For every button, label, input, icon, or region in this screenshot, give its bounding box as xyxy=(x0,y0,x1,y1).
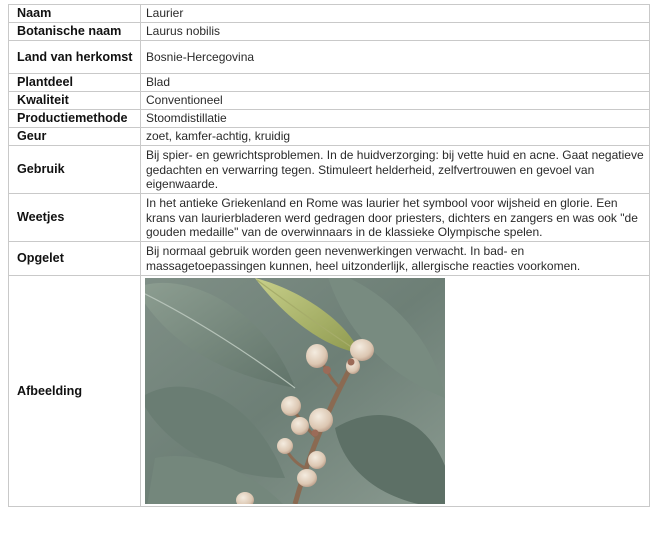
row-label: Land van herkomst xyxy=(9,41,141,74)
row-value: Bij normaal gebruik worden geen nevenwerkingen verwacht. In bad- en massagetoepassingen kunnen, heel uitzonderlijk, allergische reacties voorkomen. xyxy=(141,242,650,276)
table-row xyxy=(9,23,650,41)
product-sheet xyxy=(8,4,650,542)
table-row xyxy=(9,276,650,507)
row-value: Laurus nobilis xyxy=(141,23,650,41)
row-label: Plantdeel xyxy=(9,74,141,92)
row-value: Bosnie-Hercegovina xyxy=(141,41,650,74)
table-row xyxy=(9,194,650,242)
table-row xyxy=(9,92,650,110)
row-value: Stoomdistillatie xyxy=(141,110,650,128)
row-value: In het antieke Griekenland en Rome was laurier het symbool voor wijsheid en glorie. Een krans van laurierbladeren werd gedragen door priesters, dichters en zangers en was ook "de gouden medaille" van de overwinnaars in de klassieke Olympische spelen. xyxy=(141,194,650,242)
row-label: Gebruik xyxy=(9,146,141,194)
row-label: Opgelet xyxy=(9,242,141,276)
table-row xyxy=(9,146,650,194)
row-label: Geur xyxy=(9,128,141,146)
row-label: Botanische naam xyxy=(9,23,141,41)
row-label: Weetjes xyxy=(9,194,141,242)
table-row xyxy=(9,5,650,23)
row-value: Bij spier- en gewrichtsproblemen. In de huidverzorging: bij vette huid en acne. Gaat negatieve gedachten en verwarring tegen. Stimuleert helderheid, zelfvertrouwen en gevoel van eigenwaarde. xyxy=(141,146,650,194)
properties-table xyxy=(8,4,650,507)
row-value: zoet, kamfer-achtig, kruidig xyxy=(141,128,650,146)
image-cell xyxy=(141,276,650,507)
row-value: Laurier xyxy=(141,5,650,23)
table-row xyxy=(9,110,650,128)
row-label: Afbeelding xyxy=(9,276,141,507)
row-label: Naam xyxy=(9,5,141,23)
row-label: Productiemethode xyxy=(9,110,141,128)
table-row xyxy=(9,74,650,92)
table-row xyxy=(9,128,650,146)
table-row xyxy=(9,41,650,74)
table-row xyxy=(9,242,650,276)
laurel-photo xyxy=(145,278,445,504)
row-label: Kwaliteit xyxy=(9,92,141,110)
row-value: Blad xyxy=(141,74,650,92)
row-value: Conventioneel xyxy=(141,92,650,110)
